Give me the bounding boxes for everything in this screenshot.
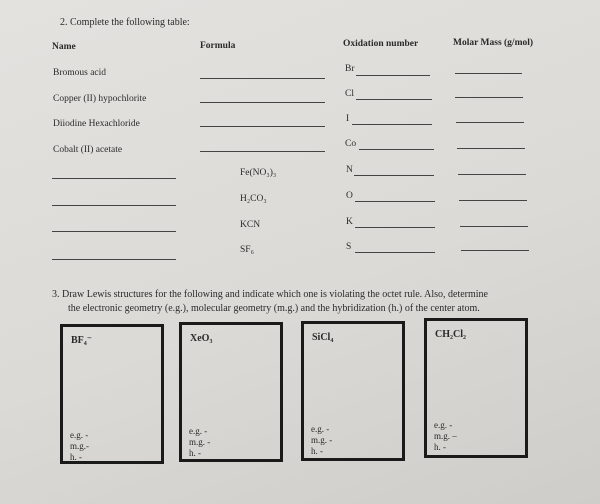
- row-8-ox-label: S: [346, 242, 352, 252]
- row-3-formula-blank[interactable]: [200, 126, 325, 127]
- lewis-box-xeo3-mg: m.g. -: [189, 437, 211, 447]
- lewis-box-bf4-eg: e.g. -: [70, 430, 89, 440]
- lewis-box-xeo3-label: XeO₃: [190, 333, 213, 344]
- row-3-name: Diiodine Hexachloride: [53, 119, 140, 129]
- row-2-formula-blank[interactable]: [200, 102, 325, 103]
- lewis-box-ch2cl2-h: h. -: [434, 442, 446, 452]
- lewis-box-bf4-h: h. -: [70, 452, 82, 462]
- lewis-box-xeo3-h: h. -: [189, 448, 201, 458]
- row-1-ox-label: Br: [345, 64, 355, 74]
- row-6-ox-label: O: [346, 191, 353, 201]
- lewis-box-bf4-label: BF₄⁻: [71, 335, 93, 346]
- lewis-box-ch2cl2-label: CH₂Cl₂: [435, 329, 466, 340]
- row-6-ox-blank[interactable]: [355, 201, 435, 202]
- row-3-molar-mass-blank[interactable]: [456, 122, 524, 123]
- row-8-name-blank[interactable]: [52, 259, 176, 260]
- row-4-ox-label: Co: [345, 139, 357, 149]
- row-1-formula-blank[interactable]: [200, 78, 325, 79]
- header-molar-mass: Molar Mass (g/mol): [453, 38, 534, 48]
- row-1-molar-mass-blank[interactable]: [455, 73, 522, 74]
- lewis-box-bf4-mg: m.g.-: [70, 441, 89, 451]
- row-3-ox-label: I: [346, 114, 350, 124]
- question-3-line-1: 3. Draw Lewis structures for the following and indicate which one is violating the octet rule. Also, determine: [52, 289, 488, 300]
- row-1-name: Bromous acid: [53, 68, 107, 78]
- lewis-box-sicl4[interactable]: [301, 321, 405, 461]
- row-4-ox-blank[interactable]: [359, 149, 434, 150]
- lewis-box-sicl4-h: h. -: [311, 446, 323, 456]
- row-7-molar-mass-blank[interactable]: [460, 226, 528, 227]
- lewis-box-ch2cl2[interactable]: [424, 318, 528, 458]
- row-5-name-blank[interactable]: [52, 178, 176, 179]
- row-2-name: Copper (II) hypochlorite: [53, 94, 147, 104]
- row-3-ox-blank[interactable]: [352, 124, 432, 125]
- row-7-formula: KCN: [240, 220, 261, 230]
- question-2-title: 2. Complete the following table:: [60, 17, 190, 28]
- row-7-name-blank[interactable]: [52, 231, 176, 232]
- row-4-molar-mass-blank[interactable]: [457, 148, 525, 149]
- header-oxidation-number: Oxidation number: [343, 39, 419, 49]
- lewis-box-xeo3[interactable]: [179, 322, 283, 462]
- row-5-ox-label: N: [346, 165, 353, 175]
- row-5-molar-mass-blank[interactable]: [458, 174, 526, 175]
- row-7-ox-blank[interactable]: [355, 227, 435, 228]
- row-2-ox-label: Cl: [345, 89, 354, 99]
- lewis-box-ch2cl2-mg: m.g. –: [434, 431, 457, 441]
- row-7-ox-label: K: [346, 217, 353, 227]
- row-1-ox-blank[interactable]: [356, 75, 430, 76]
- row-2-ox-blank[interactable]: [356, 99, 432, 100]
- row-6-name-blank[interactable]: [52, 205, 176, 206]
- question-3-line-2: the electronic geometry (e.g.), molecular geometry (m.g.) and the hybridization (h.) of the center atom.: [68, 303, 480, 314]
- row-6-formula: H₂CO₃: [240, 194, 267, 204]
- row-5-ox-blank[interactable]: [354, 175, 434, 176]
- row-4-formula-blank[interactable]: [200, 151, 325, 152]
- row-6-molar-mass-blank[interactable]: [459, 200, 527, 201]
- lewis-box-sicl4-label: SiCl₄: [312, 332, 334, 343]
- row-8-molar-mass-blank[interactable]: [461, 250, 529, 251]
- row-8-formula: SF₆: [240, 245, 254, 255]
- row-4-name: Cobalt (II) acetate: [53, 145, 123, 155]
- lewis-box-ch2cl2-eg: e.g. -: [434, 420, 453, 430]
- lewis-box-sicl4-eg: e.g. -: [311, 424, 330, 434]
- row-2-molar-mass-blank[interactable]: [455, 97, 523, 98]
- lewis-box-sicl4-mg: m.g. -: [311, 435, 333, 445]
- lewis-box-bf4[interactable]: [60, 324, 164, 464]
- row-5-formula: Fe(NO₃)₃: [240, 168, 277, 178]
- lewis-box-xeo3-eg: e.g. -: [189, 426, 208, 436]
- header-name: Name: [52, 42, 76, 52]
- row-8-ox-blank[interactable]: [355, 252, 435, 253]
- header-formula: Formula: [200, 41, 236, 51]
